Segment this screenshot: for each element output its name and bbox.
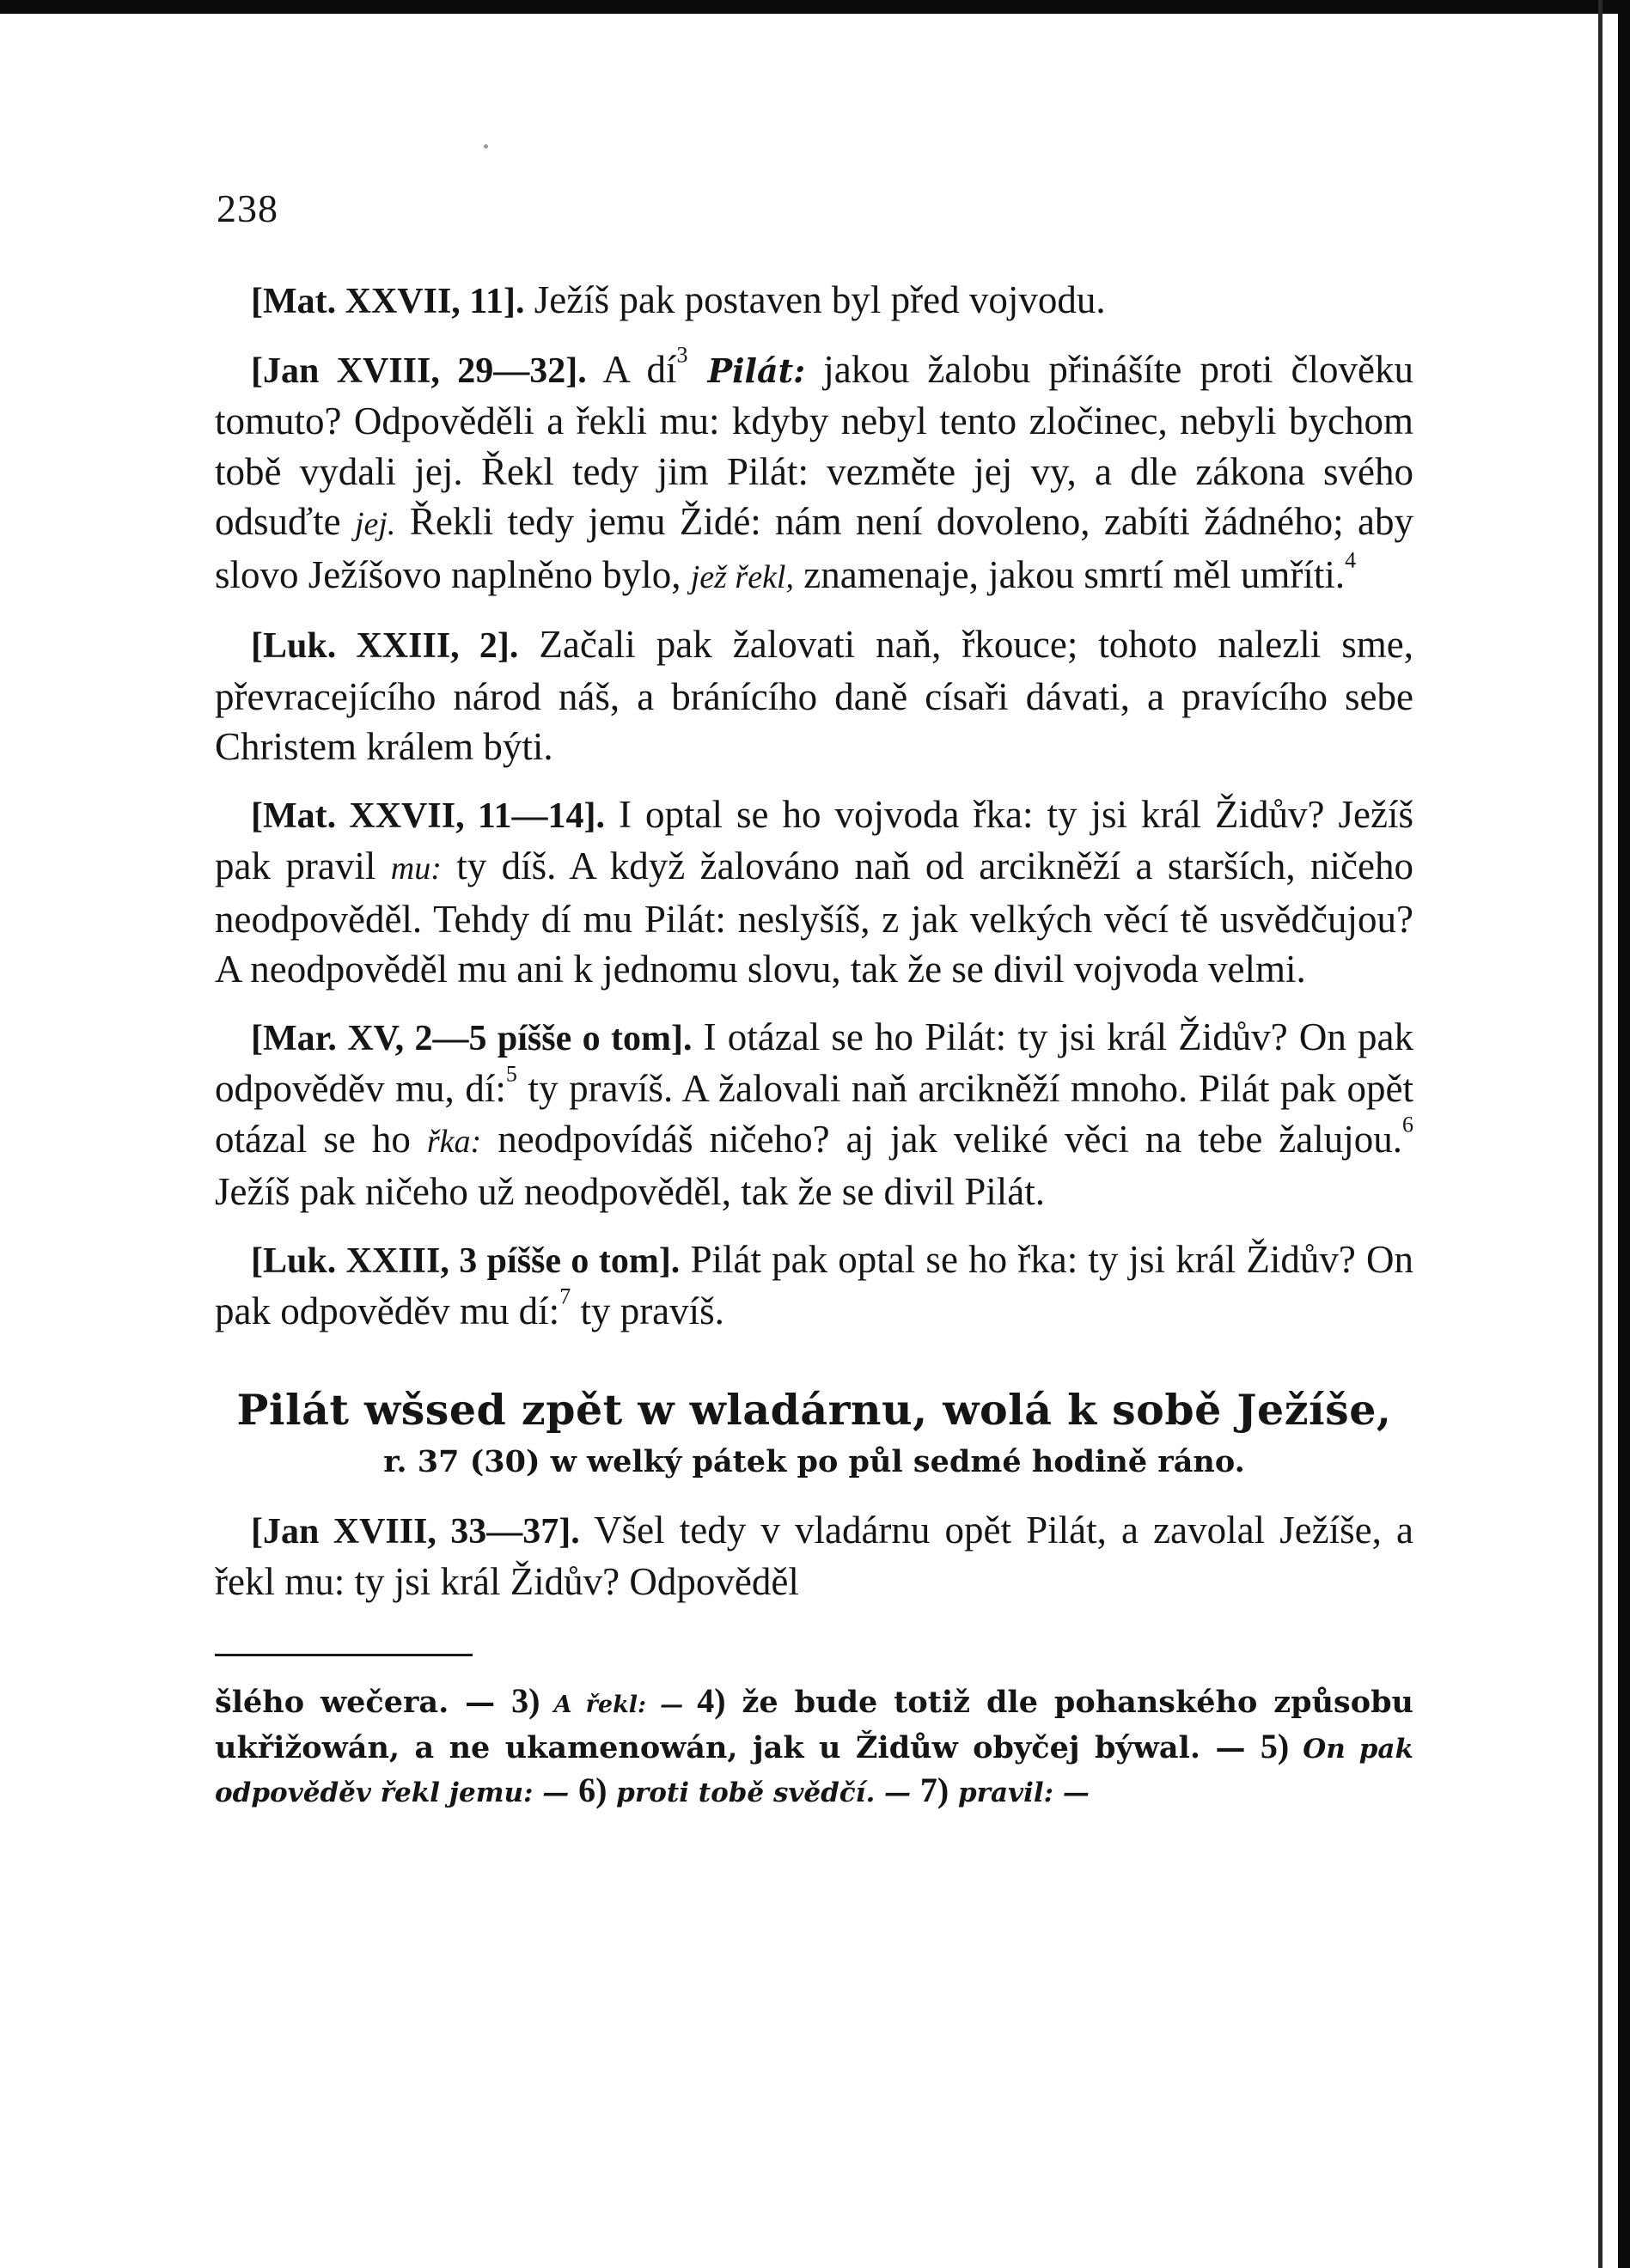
scan-border-top (0, 0, 1630, 14)
footnote-number: 6) (578, 1770, 607, 1809)
footnote-text: proti tobě svědčí. — (607, 1777, 920, 1808)
paragraph-text: Všel tedy v vladárnu opět Pilát, a zavolal Ježíše, a řekl mu: ty jsi král Židův? Odpověděl (215, 1508, 1413, 1603)
paragraph-text: ty pravíš. (571, 1289, 724, 1332)
scripture-reference: [Mat. XXVII, 11]. (251, 282, 525, 321)
footnote-number: 3) (511, 1680, 540, 1720)
italic-insertion: mu: (390, 850, 442, 887)
paragraph-text: A dí (586, 347, 677, 391)
book-page (215, 186, 1413, 1814)
paragraph-text: jakou žalobu přinášíte proti člověku tomuto? Odpověděli a řekli mu: kdyby nebyl tento zločinec, nebyli bychom tobě vydali jej. Řekl tedy jim Pilát: vezměte jej vy, a dle zákona svého odsuďte (215, 347, 1413, 543)
section-heading-subtitle: r. 37 (30) w welký pátek po půl sedmé hodině ráno. (383, 1443, 1245, 1479)
paragraph-mar-15-2-5 (215, 1012, 1413, 1217)
footnote-marker: 3 (676, 342, 688, 368)
footnote-number: 7) (919, 1770, 949, 1809)
paragraph-text: ty díš. A když žalováno naň od arcikněží a starších, ničeho neodpověděl. Tehdy dí mu Pilát: neslyšíš, z jak velkých věcí tě usvědčujou? A neodpověděl mu ani k jednomu slovu, tak že se divil vojvoda velmi. (215, 844, 1413, 991)
paragraph-text: ty pravíš. A žalovali naň arcikněží mnoho. Pilát pak opět otázal se ho (215, 1067, 1413, 1161)
section-heading-title: Pilát wšsed zpět w wladárnu, wolá k sobě Ježíše, (236, 1384, 1392, 1435)
paragraph-luk-23-2 (215, 619, 1413, 772)
footnotes (215, 1680, 1413, 1814)
paragraph-text: neodpovídáš ničeho? aj jak veliké věci na tebe žalujou. (481, 1117, 1402, 1161)
paragraph-mat-27-11 (215, 275, 1413, 327)
scripture-reference: [Mat. XXVII, 11—14]. (251, 796, 605, 836)
footnote-text: šlého wečera. — (215, 1684, 512, 1720)
scripture-reference: [Jan XVIII, 33—37]. (251, 1511, 580, 1552)
section-heading (215, 1381, 1413, 1486)
scripture-reference: [Mar. XV, 2—5 píšše o tom]. (251, 1018, 693, 1058)
footnote-text: On pak odpověděv řekl jemu: — (215, 1733, 1413, 1808)
paragraph-text: Začali pak žalovati naň, řkouce; tohoto nalezli sme, převracejícího národ náš, a bránícího daně císaři dávati, a pravícího sebe Christem králem býti. (215, 623, 1413, 768)
footnote-marker: 6 (1402, 1112, 1413, 1137)
scripture-reference: [Luk. XXIII, 2]. (251, 626, 519, 666)
paragraph-text: Ježíš pak postaven byl před vojvodu. (524, 278, 1106, 321)
page-number: 238 (217, 186, 278, 230)
footnote-text: A řekl: — (540, 1691, 698, 1718)
paragraph-jan-18-29 (215, 344, 1413, 603)
paragraph-text: I optal se ho vojvoda řka: ty jsi král Židův? Ježíš pak pravil (215, 792, 1413, 887)
italic-insertion: řka: (426, 1123, 482, 1160)
speaker-label: Pilát: (687, 351, 806, 390)
italic-insertion: jej. (354, 506, 396, 542)
footnote-number: 5) (1260, 1726, 1290, 1765)
paragraph-jan-18-33-37 (215, 1505, 1413, 1607)
paragraph-luk-23-3 (215, 1235, 1413, 1337)
scan-border-right (1618, 0, 1630, 2268)
paragraph-text: znamenaje, jakou smrtí měl umříti. (794, 552, 1346, 596)
scripture-reference: [Jan XVIII, 29—32]. (251, 351, 587, 391)
footnote-text: pravil: — (949, 1777, 1090, 1808)
italic-insertion: jež řekl, (690, 558, 794, 595)
paragraph-mat-27-11-14 (215, 790, 1413, 995)
paragraph-text: Ježíš pak ničeho už neodpověděl, tak že se divil Pilát. (215, 1170, 1045, 1213)
paragraph-text: I otázal se ho Pilát: ty jsi král Židův? On pak odpověděv mu, dí: (215, 1015, 1413, 1110)
paragraph-text: Pilát pak optal se ho řka: ty jsi král Židův? On pak odpověděv mu dí: (215, 1237, 1413, 1332)
footnote-text: že bude totiž dle pohanského způsobu ukřižowán, a ne ukamenowán, jak u Židůw obyčej býwal. — (215, 1684, 1413, 1765)
footnote-number: 4) (697, 1680, 726, 1720)
paragraph-text: Řekli tedy jemu Židé: nám není dovoleno, zabíti žádného; aby slovo Ježíšovo naplněno bylo, (215, 500, 1413, 596)
footnote-marker: 7 (559, 1283, 571, 1309)
scripture-reference: [Luk. XXIII, 3 píšše o tom]. (251, 1241, 681, 1281)
scan-border-right-inner (1598, 0, 1603, 2268)
footnote-marker: 4 (1345, 547, 1357, 573)
scan-speck (484, 144, 488, 149)
footnote-marker: 5 (505, 1061, 517, 1087)
footnote-divider (215, 1654, 473, 1656)
